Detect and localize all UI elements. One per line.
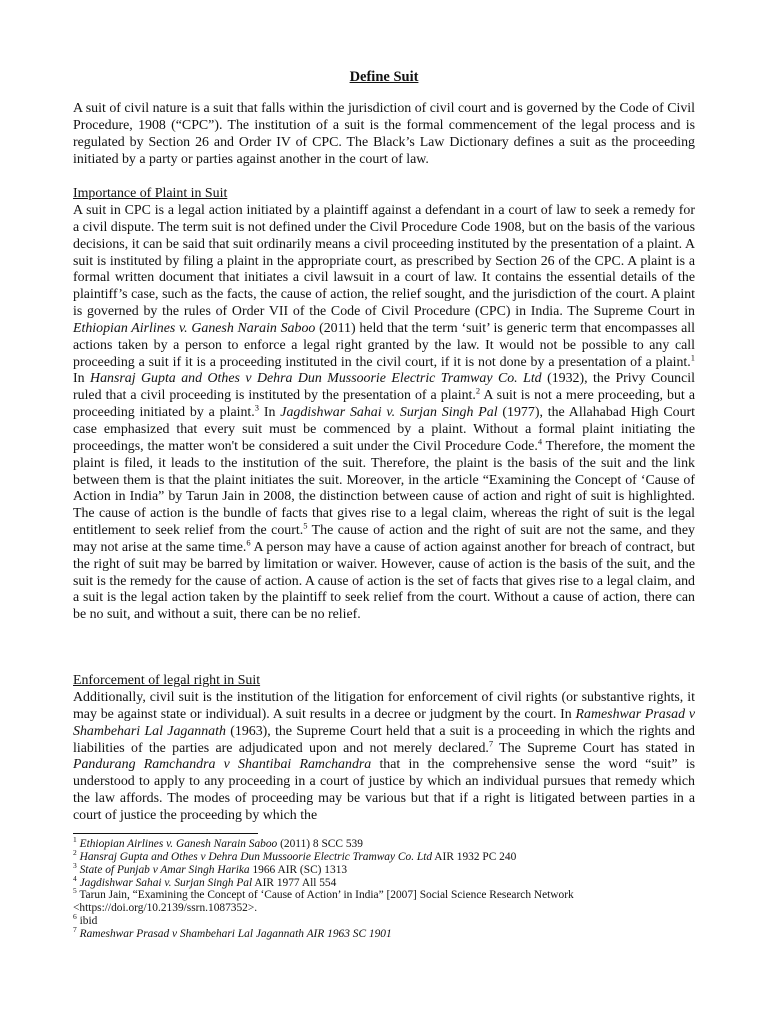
footnote	[73, 925, 695, 941]
footnote-number: 6	[73, 912, 77, 922]
footnote-number: 5	[73, 886, 77, 896]
document-title: Define Suit	[349, 69, 419, 85]
footnote	[73, 873, 695, 890]
text-run: A suit in CPC is a legal action initiated by a plaintiff against a defendant in a court of law to seek a remedy for a civil dispute. The term suit is not defined under the Civil Procedure Code 1908, but on the basis of the various decisions, it can be said that suit ordinarily means a civil proceeding instituted by the presentation of a plaint. A suit is instituted by filing a plaint in the appropriate court, as prescribed by Section 26 of the CPC. A plaint is a formal written document that initiates a civil lawsuit in a court of law. It contains the essential details of the plaintiff’s case, such as the facts, the cause of action, the relief sought, and the jurisdiction of the court. A plaint is governed by the rules of Order VII of the Code of Civil Procedure (CPC) in India. The Supreme Court in	[73, 203, 696, 320]
text-run: The cause of action and the right of suit are not the same, and they may not arise at the same time.	[73, 523, 695, 555]
footnote	[73, 848, 695, 864]
case-name: Hansraj Gupta and Othes v Dehra Dun Mussoorie Electric Tramway Co. Ltd	[90, 371, 542, 387]
section-heading-enforcement: Enforcement of legal right in Suit	[73, 673, 261, 688]
footnote-number: 7	[73, 925, 77, 935]
footnote-text: ibid	[76, 915, 98, 928]
footnote-text: 1966 AIR (SC) 1313	[249, 863, 348, 876]
footnote-text: AIR 1977 All 554	[252, 876, 337, 889]
footnote-text: Tarun Jain, “Examining the Concept of ‘Cause of Action’ in India” [2007] Social Science Research Network <https://doi.org/10.2139/ssrn.1087352>.	[73, 889, 574, 915]
footnote-text: AIR 1932 PC 240	[432, 850, 517, 863]
case-name: Jagdishwar Sahai v. Surjan Singh Pal	[280, 405, 498, 421]
text-run: (1932), the Privy Council ruled that a civil proceeding is instituted by the presentation of a plaint.	[73, 371, 695, 404]
footnote-citation: Jagdishwar Sahai v. Surjan Singh Pal	[79, 876, 253, 889]
footnote	[73, 835, 695, 851]
text-run: Additionally, civil suit is the institution of the litigation for enforcement of civil rights (or substantive rights, it may be against state or individual). A suit results in a decree or judgment by the court. In	[73, 690, 695, 722]
section-paragraph-plaint	[73, 203, 695, 624]
section-paragraph-enforcement	[73, 690, 695, 825]
footnote-text: (2011) 8 SCC 539	[277, 838, 363, 850]
text-run: In	[73, 371, 91, 387]
text-run: (2011) held that the term ‘suit’ is generic term that encompasses all actions taken by a person to enforce a legal right granted by the law. It would not be possible to any call proceeding a suit if it is a proceeding instituted in the civil court, if it is not done by a presentation of a plaint.	[73, 320, 695, 370]
text-run: A suit is not a mere proceeding, but a proceeding initiated by a plaint.	[73, 388, 695, 421]
footnote-ref[interactable]: 2	[475, 385, 481, 396]
text-run: The Supreme Court has stated in	[493, 740, 695, 756]
footnote-separator	[73, 833, 258, 834]
text-run: that in the comprehensive sense the word “suit” is understood to apply to any proceeding in a court of justice by which an individual pursues that remedy which the law affords. The modes of proceeding may be various but that if a right is litigated between parties in a court of justice the proceeding by which the	[73, 757, 695, 823]
footnote-ref[interactable]: 1	[690, 351, 695, 362]
section-heading-plaint: Importance of Plaint in Suit	[73, 186, 228, 201]
footnote-number: 1	[73, 835, 77, 845]
text-run: A person may have a cause of action against another for breach of contract, but the right of suit may be barred by limitation or waiver. However, cause of action is the basis of the suit, and the suit is the remedy for the cause of action. A cause of action is the set of facts that gives rise to a legal claim, and a suit is the legal action taken by the plaintiff to seek relief from the court. Without a cause of action, there can be no suit, and without a suit, there can be no relief.	[73, 539, 696, 623]
footnote	[73, 860, 695, 877]
case-name: Ethiopian Airlines v. Ganesh Narain Saboo	[73, 320, 316, 336]
footnote	[73, 886, 695, 915]
footnote-ref[interactable]: 3	[254, 402, 260, 413]
footnote	[73, 912, 695, 928]
footnotes	[73, 835, 695, 941]
case-name: Pandurang Ramchandra v Shantibai Ramchandra	[73, 757, 372, 773]
footnote-number: 2	[73, 848, 77, 858]
footnote-number: 3	[73, 860, 77, 870]
text-run: (1977), the Allahabad High Court case emphasized that every suit must be commenced by a plaint. Without a formal plaint initiating the proceedings, the matter won't be considered a suit under the Civil Procedure Code.	[73, 405, 695, 454]
footnote-citation: Rameshwar Prasad v Shambehari Lal Jagannath AIR 1963 SC 1901	[79, 927, 392, 940]
text-run: Therefore, the moment the plaint is filed, it leads to the institution of the suit. Therefore, the plaint is the basis of the suit and the link between them is that the plaint initiates the suit. Moreover, in the article “Examining the Concept of ‘Cause of Action in India” by Tarun Jain in 2008, the distinction between cause of action and right of suit is highlighted. The cause of action is the bundle of facts that gives rise to a legal claim, whereas the right of suit is the legal entitlement to seek relief from the court.	[73, 438, 695, 539]
footnote-ref[interactable]: 5	[303, 520, 308, 531]
footnote-number: 4	[73, 873, 77, 883]
footnote-citation: Ethiopian Airlines v. Ganesh Narain Saboo	[79, 838, 278, 850]
text-run: In	[259, 405, 281, 421]
footnote-citation: State of Punjab v Amar Singh Harika	[79, 863, 250, 876]
footnote-citation: Hansraj Gupta and Othes v Dehra Dun Mussoorie Electric Tramway Co. Ltd	[79, 850, 433, 863]
footnote-ref[interactable]: 6	[246, 537, 251, 548]
intro-paragraph: A suit of civil nature is a suit that falls within the jurisdiction of civil court and is governed by the Code of Civil Procedure, 1908 (“CPC”). The institution of a suit is the formal commencement of the legal process and is regulated by Section 26 and Order IV of CPC. The Black’s Law Dictionary defines a suit as the proceeding initiated by a party or parties against another in the court of law.	[73, 101, 695, 167]
text-run: (1963), the Supreme Court held that a suit is a proceeding in which the rights and liabilities of the parties are adjudicated upon and not merely declared.	[73, 723, 695, 756]
case-name: Rameshwar Prasad v Shambehari Lal Jagannath	[73, 706, 695, 739]
footnote-ref[interactable]: 4	[537, 436, 543, 447]
footnote-ref[interactable]: 7	[488, 737, 494, 748]
